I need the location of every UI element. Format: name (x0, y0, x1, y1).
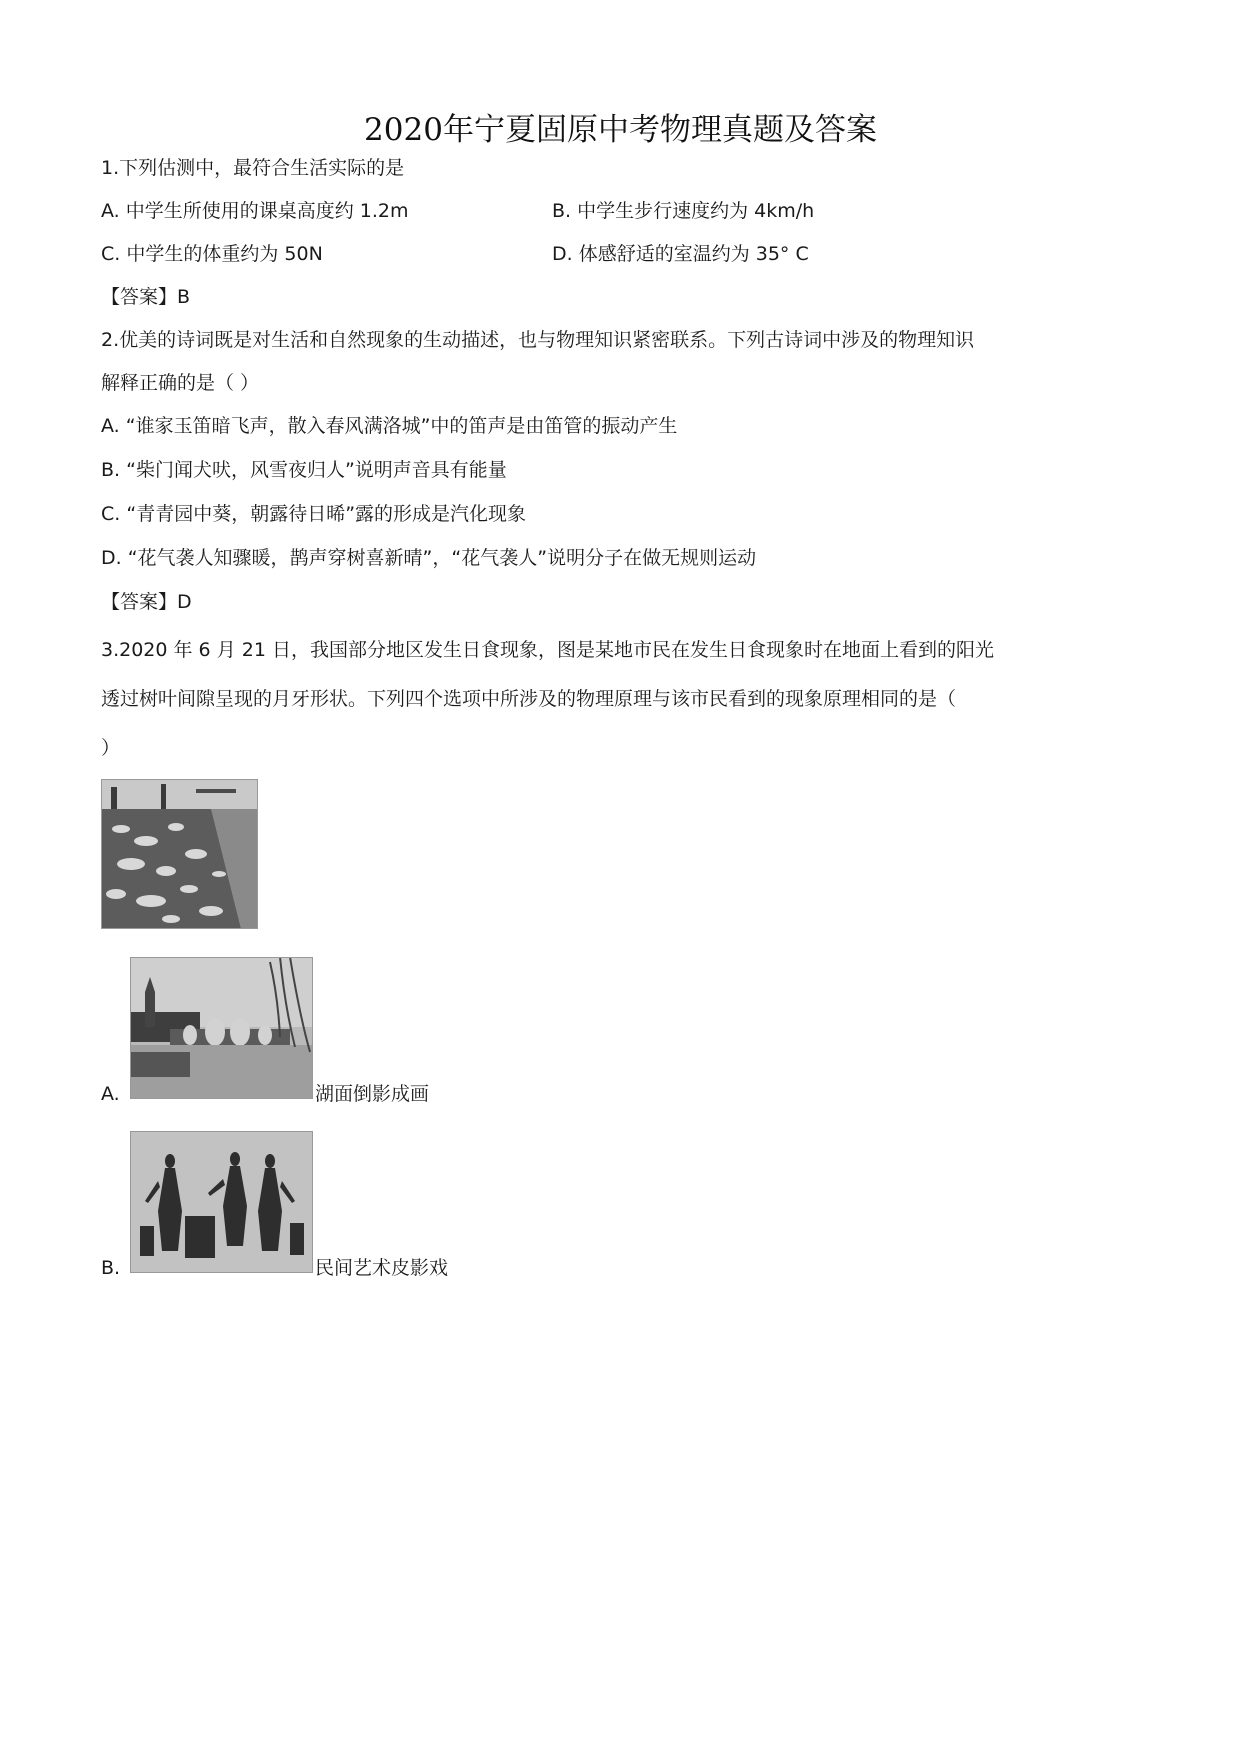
page-title: 2020年宁夏固原中考物理真题及答案 (364, 112, 877, 148)
q1-option-c: C. 中学生的体重约为 50N (101, 243, 323, 265)
q2-option-b: B. “柴门闻犬吠，风雪夜归人”说明声音具有能量 (101, 459, 507, 481)
q1-option-a: A. 中学生所使用的课桌高度约 1.2m (101, 200, 409, 222)
q2-stem-line1: 2.优美的诗词既是对生活和自然现象的生动描述，也与物理知识紧密联系。下列古诗词中涉及的物理知识 (101, 329, 975, 351)
q3-stem-line3: ） (101, 737, 121, 759)
q3-option-a-letter: A. (101, 1083, 120, 1105)
eclipse-light-spots-photo (101, 779, 258, 929)
lake-reflection-photo (130, 957, 313, 1099)
q3-stem-line2: 透过树叶间隙呈现的月牙形状。下列四个选项中所涉及的物理原理与该市民看到的现象原理相同的是（ (101, 688, 957, 710)
shadow-puppet-photo (130, 1131, 313, 1273)
q1-stem: 1.下列估测中，最符合生活实际的是 (101, 157, 405, 179)
q3-option-a-caption: 湖面倒影成画 (315, 1083, 430, 1105)
q2-option-d: D. “花气袭人知骤暖，鹊声穿树喜新晴”，“花气袭人”说明分子在做无规则运动 (101, 547, 757, 569)
q1-option-b: B. 中学生步行速度约为 4km/h (552, 200, 815, 222)
q3-option-b-letter: B. (101, 1257, 121, 1279)
q2-option-a: A. “谁家玉笛暗飞声，散入春风满洛城”中的笛声是由笛管的振动产生 (101, 415, 678, 437)
q1-option-d: D. 体感舒适的室温约为 35° C (552, 243, 809, 265)
q2-stem-line2: 解释正确的是（ ） (101, 372, 260, 394)
q1-answer: 【答案】B (101, 286, 191, 308)
q2-option-c: C. “青青园中葵，朝露待日晞”露的形成是汽化现象 (101, 503, 527, 525)
q3-stem-line1: 3.2020 年 6 月 21 日，我国部分地区发生日食现象，图是某地市民在发生日食现象时在地面上看到的阳光 (101, 639, 994, 661)
q3-option-b-caption: 民间艺术皮影戏 (315, 1257, 449, 1279)
q2-answer: 【答案】D (101, 591, 192, 613)
